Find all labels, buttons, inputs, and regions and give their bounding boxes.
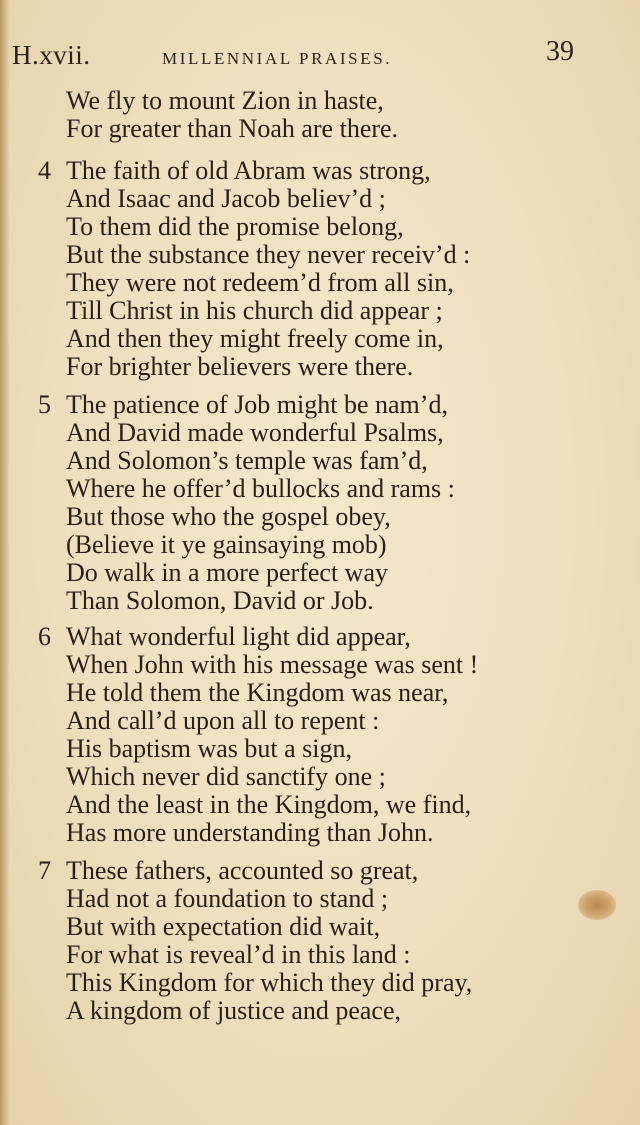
verse-line: But those who the gospel obey, (66, 502, 391, 531)
verse-line: Till Christ in his church did appear ; (66, 296, 443, 325)
page-header (0, 36, 640, 76)
verse-line: And David made wonderful Psalms, (66, 418, 444, 447)
verse-line: These fathers, accounted so great, (66, 856, 419, 885)
verse-line: Had not a foundation to stand ; (66, 884, 389, 913)
stanza-number: 7 (38, 856, 51, 885)
verse-line: Do walk in a more perfect way (66, 558, 388, 587)
verse-line: Where he offer’d bullocks and rams : (66, 474, 455, 503)
verse-line: He told them the Kingdom was near, (66, 678, 449, 707)
stanza-number: 4 (38, 156, 51, 185)
stanza-number: 6 (38, 622, 51, 651)
paper-stain (578, 890, 616, 920)
verse-line: (Believe it ye gainsaying mob) (66, 530, 387, 559)
verse-line: And the least in the Kingdom, we find, (66, 790, 472, 819)
verse-line: To them did the promise belong, (66, 212, 404, 241)
verse-line: And Isaac and Jacob believ’d ; (66, 184, 386, 213)
hymn-number: H.xvii. (12, 40, 91, 70)
verse-line: They were not redeem’d from all sin, (66, 268, 454, 297)
verse-line: Has more understanding than John. (66, 818, 434, 847)
verse-line: What wonderful light did appear, (66, 622, 411, 651)
verse-line: This Kingdom for which they did pray, (66, 968, 473, 997)
verse-line: But with expectation did wait, (66, 912, 381, 941)
verse-line: For greater than Noah are there. (66, 114, 399, 143)
stanza-number: 5 (38, 390, 51, 419)
verse-line: For what is reveal’d in this land : (66, 940, 411, 969)
verse-line: A kingdom of justice and peace, (66, 996, 402, 1025)
running-title: MILLENNIAL PRAISES. (162, 49, 393, 68)
verse-line: We fly to mount Zion in haste, (66, 86, 384, 115)
verse-line: Than Solomon, David or Job. (66, 586, 374, 615)
verse-line: And call’d upon all to repent : (66, 706, 380, 735)
verse-line: Which never did sanctify one ; (66, 762, 386, 791)
verse-line: And then they might freely come in, (66, 324, 444, 353)
verse-line: The patience of Job might be nam’d, (66, 390, 448, 419)
verse-line: But the substance they never receiv’d : (66, 240, 471, 269)
page-edge-shadow (0, 0, 10, 1125)
verse-line: And Solomon’s temple was fam’d, (66, 446, 428, 475)
verse-line: When John with his message was sent ! (66, 650, 479, 679)
page-number: 39 (546, 36, 574, 67)
verse-line: For brighter believers were there. (66, 352, 414, 381)
verse-line: The faith of old Abram was strong, (66, 156, 431, 185)
verse-line: His baptism was but a sign, (66, 734, 352, 763)
